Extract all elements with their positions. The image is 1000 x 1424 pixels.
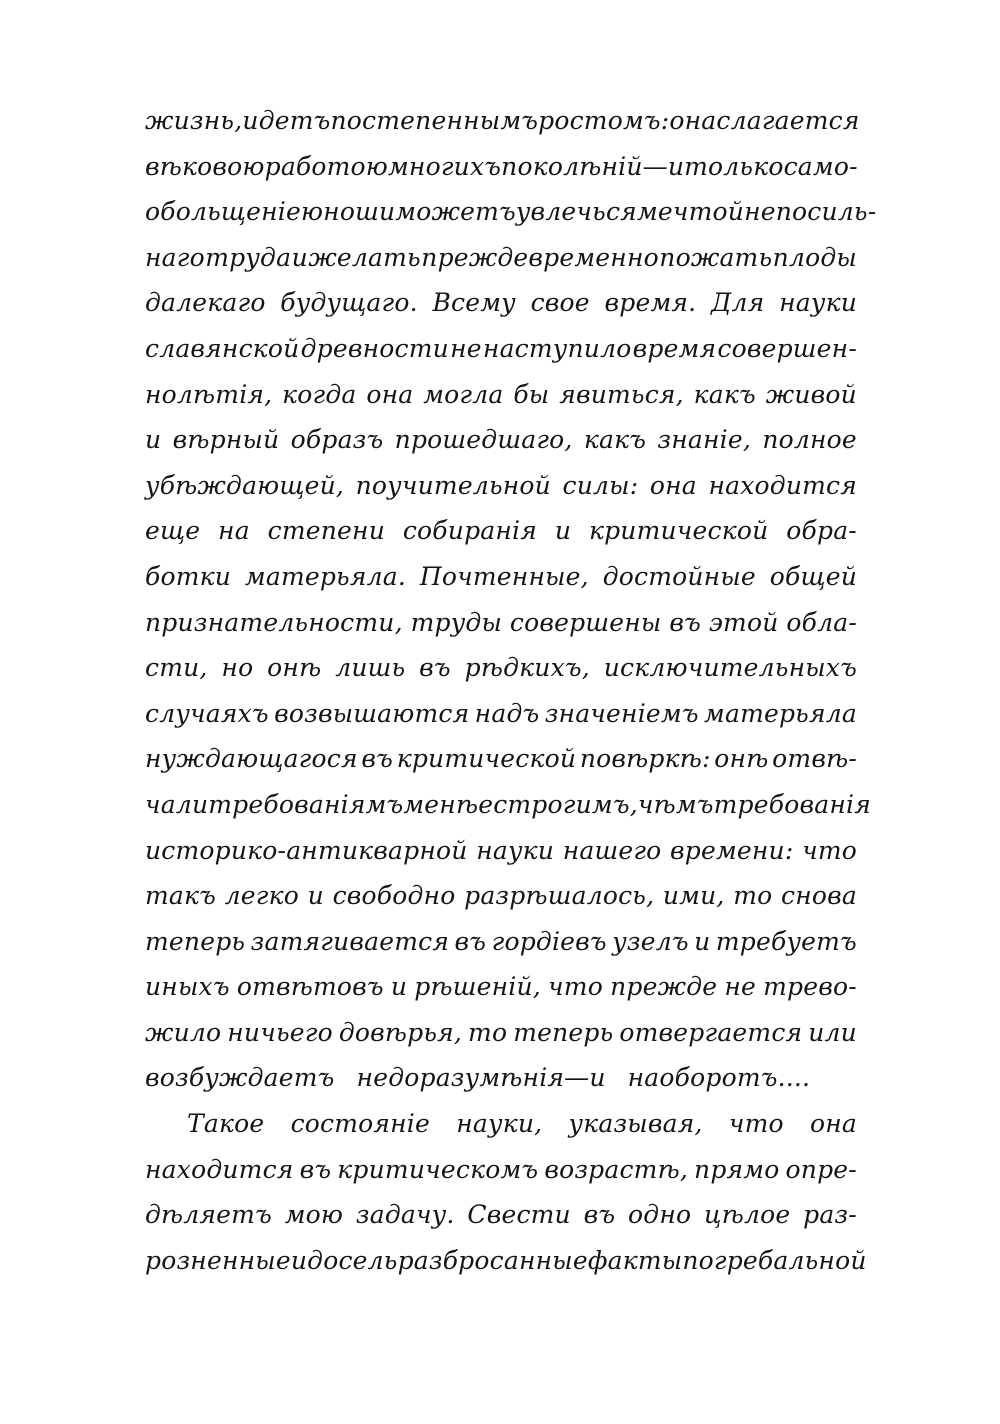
word: случаяхъ <box>145 698 269 728</box>
word: признательности, <box>145 607 403 637</box>
word: требованіямъ <box>208 789 404 819</box>
word: указывая, <box>568 1109 703 1139</box>
word: раз- <box>803 1200 857 1230</box>
word: живой <box>765 379 857 409</box>
word: отвергается <box>619 1017 803 1047</box>
word: то <box>733 881 773 911</box>
text-line <box>145 562 857 608</box>
word: преждевременно <box>421 242 659 272</box>
word: сти, <box>145 653 208 683</box>
word: розненные <box>145 1245 291 1275</box>
text-line <box>145 516 857 562</box>
word: какъ <box>693 379 756 409</box>
word: возвышаются <box>274 698 470 728</box>
word: мою <box>284 1200 344 1230</box>
word: довѣрья, <box>338 1017 463 1047</box>
word: этой <box>708 607 779 637</box>
text-line <box>145 288 857 334</box>
word: какъ <box>583 425 647 455</box>
word: досель <box>307 1245 398 1275</box>
word: вѣковою <box>145 151 265 181</box>
text-line <box>145 699 857 745</box>
word: что <box>548 972 603 1002</box>
word: обольщеніе <box>145 197 301 227</box>
word: силы: <box>562 470 639 500</box>
text-line <box>145 972 857 1018</box>
word: общей <box>769 561 857 591</box>
word: наступило <box>482 333 632 363</box>
word: времени: <box>670 835 794 865</box>
word: достойные <box>602 561 756 591</box>
word: увлечься <box>515 197 637 227</box>
text-line <box>145 1063 857 1109</box>
word: задачу. <box>355 1200 455 1230</box>
word: полное <box>762 425 857 455</box>
word: но <box>221 653 254 683</box>
word: время. <box>604 288 697 318</box>
word: ростомъ: <box>538 106 670 135</box>
word: ими, <box>662 881 725 911</box>
word: не <box>724 972 757 1002</box>
text-line <box>145 425 857 471</box>
text-line <box>145 608 857 654</box>
word: знаніе, <box>657 425 752 455</box>
word: постепеннымъ <box>330 106 539 135</box>
word: время <box>632 333 717 363</box>
word: лишь <box>335 653 406 683</box>
word: славянской <box>145 333 300 363</box>
word: строгимъ, <box>493 789 638 819</box>
word: менѣе <box>403 789 494 819</box>
word: такъ <box>145 881 217 911</box>
word: возрастѣ, <box>544 1154 688 1184</box>
word: науки <box>779 288 857 318</box>
word: явиться, <box>559 379 684 409</box>
word: она <box>649 470 697 500</box>
word: разбросанные <box>397 1245 588 1275</box>
word: само- <box>783 151 858 181</box>
word: собиранія <box>402 516 537 546</box>
word: науки <box>476 835 555 865</box>
word: опре- <box>785 1154 857 1184</box>
word: гордіевъ <box>491 926 607 956</box>
word: наго <box>145 242 205 272</box>
word: иныхъ <box>145 972 230 1002</box>
word: значеніемъ <box>544 698 699 728</box>
word: критическомъ <box>337 1154 539 1184</box>
word: прямо <box>694 1154 780 1184</box>
body-text <box>145 106 877 1291</box>
word: легко <box>224 881 299 911</box>
word: юноши <box>300 197 396 227</box>
word: желать <box>308 242 421 272</box>
word: она <box>366 379 414 409</box>
text-line <box>145 744 857 790</box>
word: возбуждаетъ <box>145 1063 335 1093</box>
word: нолѣтія, <box>145 379 273 409</box>
word: науки, <box>456 1109 543 1139</box>
word: находится <box>708 470 857 500</box>
word: и <box>290 1245 308 1275</box>
word: погребальной <box>682 1245 867 1275</box>
text-line <box>145 1155 857 1201</box>
word: можетъ <box>395 197 516 227</box>
word: факты <box>587 1245 683 1275</box>
word: наоборотъ.... <box>627 1063 811 1093</box>
word: плоды <box>772 242 857 272</box>
word: пожать <box>659 242 773 272</box>
word: степени <box>267 516 386 546</box>
word: критической <box>396 744 577 774</box>
word: ничьего <box>227 1017 333 1047</box>
text-line <box>145 881 857 927</box>
word: разрѣшалось, <box>464 881 655 911</box>
word: и <box>554 516 572 546</box>
word: мечтой <box>636 197 745 227</box>
word: ботки <box>145 561 232 591</box>
word: и <box>307 881 324 911</box>
word: въ <box>361 744 394 774</box>
word: то <box>468 1017 508 1047</box>
word: онѣ <box>267 653 322 683</box>
word: Всему <box>432 288 516 318</box>
word: жило <box>145 1017 222 1047</box>
word: что <box>802 835 857 865</box>
word: прежде <box>610 972 718 1002</box>
word: она <box>809 1109 857 1139</box>
text-line <box>145 243 857 289</box>
word: въ <box>454 926 487 956</box>
word: матерьяла. <box>244 561 406 591</box>
word: когда <box>282 379 357 409</box>
word: обла- <box>786 607 857 637</box>
word: онѣ <box>714 744 769 774</box>
text-line <box>145 653 857 699</box>
word: отвѣ- <box>772 744 857 774</box>
word: непосиль- <box>744 197 877 227</box>
word: Для <box>710 288 765 318</box>
text-line <box>145 1200 857 1246</box>
word: она <box>669 106 717 135</box>
word: и <box>390 972 408 1002</box>
word: нуждающагося <box>145 744 358 774</box>
word: поучительной <box>355 470 551 500</box>
word: теперь <box>145 926 246 956</box>
word: будущаго. <box>280 288 418 318</box>
word: рѣдкихъ, <box>464 653 590 683</box>
text-line <box>145 471 857 517</box>
word: свое <box>530 288 590 318</box>
word: труда <box>205 242 292 272</box>
word: исключительныхъ <box>603 653 857 683</box>
text-line <box>145 789 871 836</box>
text-line <box>145 380 857 426</box>
word: надъ <box>474 698 540 728</box>
text-line <box>145 1245 867 1292</box>
word: одно <box>628 1200 692 1230</box>
word: чали <box>145 789 209 819</box>
word: нашего <box>562 835 662 865</box>
word: слагается <box>716 106 860 135</box>
text-line <box>145 197 877 243</box>
word: цѣлое <box>704 1200 791 1230</box>
word: дѣляетъ <box>145 1200 272 1230</box>
word: бы <box>513 379 550 409</box>
word: совершены <box>509 607 662 637</box>
word: требуетъ <box>715 926 857 956</box>
word: въ <box>583 1200 616 1230</box>
text-line <box>145 152 857 198</box>
word: могла <box>423 379 504 409</box>
word: или <box>808 1017 857 1047</box>
text-line <box>145 836 857 882</box>
word: требованія <box>713 789 871 819</box>
word: состояніе <box>290 1109 431 1139</box>
word: въ <box>299 1154 332 1184</box>
word: работою <box>264 151 388 181</box>
word: историко-антикварной <box>145 835 468 865</box>
word: Такое <box>187 1109 265 1139</box>
word: труды <box>410 607 503 637</box>
text-line <box>145 1018 857 1064</box>
word: критической <box>588 516 769 546</box>
word: чѣмъ <box>637 789 714 819</box>
word: повѣркѣ: <box>579 744 711 774</box>
word: что <box>728 1109 784 1139</box>
word: и <box>145 425 162 455</box>
word: свободно <box>332 881 456 911</box>
word: матерьяла <box>704 698 857 728</box>
word: не <box>450 333 482 363</box>
word: рѣшеній, <box>414 972 541 1002</box>
word: теперь <box>513 1017 614 1047</box>
word: снова <box>781 881 857 911</box>
word: трево- <box>763 972 857 1002</box>
word: находится <box>145 1154 294 1184</box>
text-line <box>145 334 857 380</box>
word: вѣрный <box>172 425 280 455</box>
word: и <box>694 926 711 956</box>
word: еще <box>145 516 201 546</box>
word: отвѣтовъ <box>236 972 384 1002</box>
word: многихъ <box>388 151 502 181</box>
word: Свести <box>467 1200 571 1230</box>
word: узелъ <box>612 926 689 956</box>
word: идетъ <box>242 106 331 135</box>
word: образъ <box>290 425 384 455</box>
word: только <box>684 151 784 181</box>
word: жизнь, <box>145 106 243 135</box>
word: въ <box>419 653 451 683</box>
word: далекаго <box>145 288 266 318</box>
word: убѣждающей, <box>145 470 345 500</box>
text-line <box>145 927 857 973</box>
word: затягивается <box>250 926 450 956</box>
word: древности <box>300 333 449 363</box>
word: поколѣній—и <box>501 151 685 181</box>
word: Почтенные, <box>419 561 589 591</box>
word: обра- <box>786 516 857 546</box>
word: въ <box>669 607 701 637</box>
text-line <box>145 106 860 152</box>
word: прошедшаго, <box>394 425 573 455</box>
text-line <box>145 1109 857 1155</box>
word: совершен- <box>717 333 857 363</box>
word: недоразумѣнія—и <box>356 1063 606 1093</box>
word: на <box>218 516 250 546</box>
word: и <box>291 242 308 272</box>
